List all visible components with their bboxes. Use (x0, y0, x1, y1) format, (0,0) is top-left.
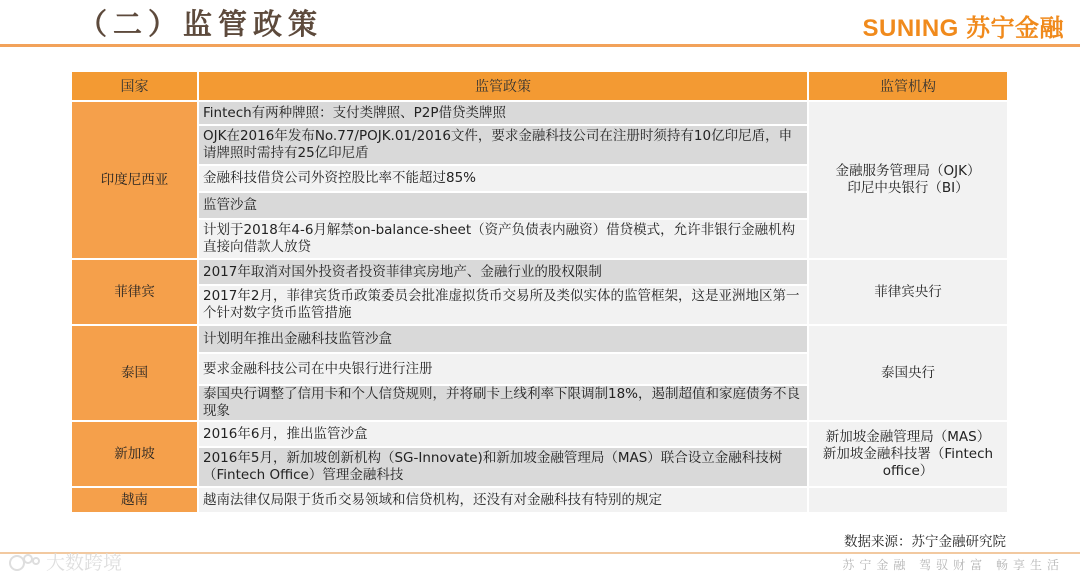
policy-cell: OJK在2016年发布No.77/POJK.01/2016文件，要求金融科技公司在注册时须持有10亿印尼盾，申请牌照时需持有25亿印尼盾 (198, 125, 808, 165)
agency-line: 泰国央行 (881, 364, 935, 381)
policy-cell: 2017年2月，菲律宾货币政策委员会批准虚拟货币交易所及类似实体的监管框架，这是亚洲地区第一个针对数字货币监管措施 (198, 285, 808, 325)
agency-line: 菲律宾央行 (874, 283, 942, 300)
country-cell: 新加坡 (71, 421, 198, 487)
agency-line: 新加坡金融科技署（Fintech office） (822, 445, 994, 479)
policy-cell: 金融科技借贷公司外资控股比率不能超过85% (198, 165, 808, 192)
watermark-text: 大数跨境 (46, 552, 123, 574)
agency-cell (808, 259, 1008, 325)
country-cell: 菲律宾 (71, 259, 198, 325)
column-header-country: 国家 (71, 71, 198, 101)
policy-cell: 2016年6月，推出监管沙盒 (198, 421, 808, 447)
column-header-agency: 监管机构 (808, 71, 1008, 101)
watermark-logo-icon (8, 551, 42, 573)
country-cell: 泰国 (71, 325, 198, 421)
policy-cell: Fintech有两种牌照：支付类牌照、P2P借贷类牌照 (198, 101, 808, 125)
country-cell: 越南 (71, 487, 198, 513)
header-divider (0, 44, 1080, 47)
agency-line: 新加坡金融管理局（MAS） (825, 428, 991, 445)
policy-cell: 2017年取消对国外投资者投资菲律宾房地产、金融行业的股权限制 (198, 259, 808, 285)
policy-cell: 越南法律仅局限于货币交易领域和信贷机构，还没有对金融科技有特别的规定 (198, 487, 808, 513)
footer-divider (0, 552, 1080, 554)
agency-cell (808, 325, 1008, 421)
agency-cell (808, 101, 1008, 259)
table-header-row (71, 71, 1008, 101)
agency-line: 金融服务管理局（OJK） (835, 163, 981, 179)
agency-line: 印尼中央银行（BI） (847, 180, 969, 196)
policy-cell: 监管沙盒 (198, 192, 808, 219)
table-row (71, 325, 1008, 353)
table-row (71, 421, 1008, 447)
policy-cell: 2016年5月，新加坡创新机构（SG-Innovate)和新加坡金融管理局（MAS）联合设立金融科技树（Fintech Office）管理金融科技 (198, 447, 808, 487)
policy-cell: 要求金融科技公司在中央银行进行注册 (198, 353, 808, 385)
policy-cell: 泰国央行调整了信用卡和个人信贷规则，并将刷卡上线利率下限调制18%，遏制超值和家庭债务不良现象 (198, 385, 808, 421)
page-title: （二）监管政策 (78, 7, 324, 41)
country-cell: 印度尼西亚 (71, 101, 198, 259)
agency-cell (808, 421, 1008, 487)
regulation-table (70, 70, 1009, 514)
table-row (71, 487, 1008, 513)
table-row (71, 101, 1008, 125)
policy-cell: 计划于2018年4-6月解禁on-balance-sheet（资产负债表内融资）借贷模式，允许非银行金融机构直接向借款人放贷 (198, 219, 808, 259)
column-header-policy: 监管政策 (198, 71, 808, 101)
footer-slogan: 苏宁金融 驾驭财富 畅享生活 (842, 558, 1064, 572)
suning-logo: SUNING 苏宁金融 (862, 15, 1064, 42)
watermark (8, 548, 122, 575)
agency-cell (808, 487, 1008, 513)
table-row (71, 259, 1008, 285)
policy-cell: 计划明年推出金融科技监管沙盒 (198, 325, 808, 353)
data-source-note: 数据来源：苏宁金融研究院 (844, 534, 1006, 550)
